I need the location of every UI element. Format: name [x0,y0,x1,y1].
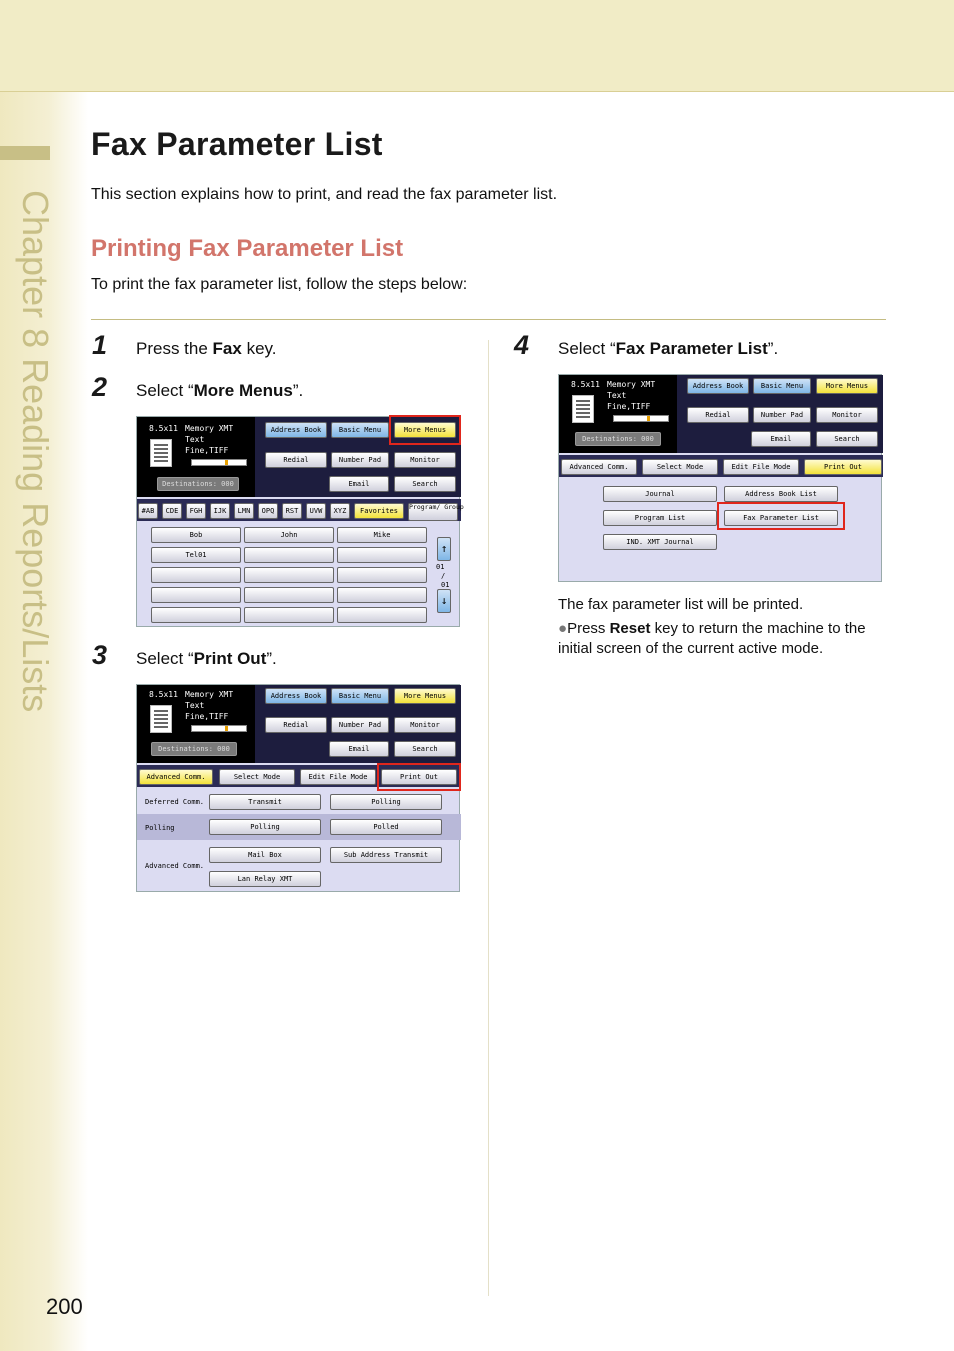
tab-uvw[interactable]: UVW [306,503,326,519]
contact-empty[interactable] [244,587,334,603]
contact-bob[interactable]: Bob [151,527,241,543]
text-mode: Text [185,701,205,710]
page-title: Fax Parameter List [91,126,383,162]
resolution: Fine,TIFF [185,712,229,721]
resolution: Fine,TIFF [185,446,229,455]
email-button[interactable]: Email [329,741,389,757]
section-intro: To print the fax parameter list, follow the steps below: [91,276,468,293]
paper-size: 8.5x11 [149,424,178,433]
intro-text: This section explains how to print, and read the fax parameter list. [91,186,558,203]
mail-box-button[interactable]: Mail Box [209,847,321,863]
polling-button[interactable]: Polling [209,819,321,835]
result-text: The fax parameter list will be printed. [558,596,804,613]
contact-empty[interactable] [244,607,334,623]
tab-advanced-comm[interactable]: Advanced Comm. [561,459,637,475]
number-pad-button[interactable]: Number Pad [753,407,811,423]
basic-menu-button[interactable]: Basic Menu [331,688,389,704]
tab-ijk[interactable]: IJK [210,503,230,519]
step-1-text: Press the Fax key. [136,339,277,358]
screen-print-out [136,684,460,892]
address-book-button[interactable]: Address Book [687,378,749,394]
tab-opq[interactable]: OPQ [258,503,278,519]
more-menus-button[interactable]: More Menus [394,688,456,704]
screen-more-menus [136,416,464,627]
step-number: 4 [514,330,530,360]
contrast-bar[interactable] [191,459,247,466]
tab-ab[interactable]: #AB [138,503,158,519]
journal-button[interactable]: Journal [603,486,717,502]
sub-address-transmit-button[interactable]: Sub Address Transmit [330,847,442,863]
section-title: Printing Fax Parameter List [91,235,404,262]
number-pad-button[interactable]: Number Pad [331,717,389,733]
redial-button[interactable]: Redial [265,452,327,468]
contact-mike[interactable]: Mike [337,527,427,543]
contact-empty[interactable] [337,587,427,603]
page-number: 200 [46,1294,83,1319]
monitor-button[interactable]: Monitor [816,407,878,423]
document-icon [150,705,172,733]
highlight-box [377,763,461,791]
step-2-text: Select “More Menus”. [136,381,304,400]
tab-print-out[interactable]: Print Out [381,769,457,785]
scroll-down-icon[interactable]: ↓ [437,589,451,613]
row-label-polling: Polling [145,824,175,832]
redial-button[interactable]: Redial [687,407,749,423]
tab-cde[interactable]: CDE [162,503,182,519]
header-band [0,0,954,92]
more-menus-button[interactable]: More Menus [816,378,878,394]
tab-favorites[interactable]: Favorites [354,503,404,519]
page-indicator-sep: / [441,572,446,580]
document-icon [572,395,594,423]
destinations-count: Destinations: 000 [575,432,661,446]
note-text: ●Press Reset key to return the machine to the initial screen of the current active mode. [558,620,866,657]
monitor-button[interactable]: Monitor [394,717,456,733]
tab-print-out[interactable]: Print Out [804,459,882,475]
destinations-count: Destinations: 000 [157,477,239,491]
contact-tel01[interactable]: Tel01 [151,547,241,563]
contact-empty[interactable] [337,547,427,563]
paper-size: 8.5x11 [149,690,178,699]
search-button[interactable]: Search [816,431,878,447]
destinations-count: Destinations: 000 [151,742,237,756]
contact-empty[interactable] [337,567,427,583]
step-3-text: Select “Print Out”. [136,649,277,668]
page-indicator-current: 01 [436,563,445,571]
contrast-bar[interactable] [191,725,247,732]
basic-menu-button[interactable]: Basic Menu [331,422,389,438]
resolution: Fine,TIFF [607,402,651,411]
basic-menu-button[interactable]: Basic Menu [753,378,811,394]
tab-select-mode[interactable]: Select Mode [219,769,295,785]
step-number: 1 [92,330,108,360]
address-book-button[interactable]: Address Book [265,422,327,438]
contact-empty[interactable] [151,567,241,583]
highlight-box [389,415,461,445]
monitor-button[interactable]: Monitor [394,452,456,468]
polling-button[interactable]: Polling [330,794,442,810]
status-panel [137,685,255,763]
bullet-icon: ● [558,620,568,637]
fax-parameter-list-button[interactable]: Fax Parameter List [724,510,838,526]
scroll-up-icon[interactable]: ↑ [437,537,451,561]
tab-lmn[interactable]: LMN [234,503,254,519]
tab-edit-file-mode[interactable]: Edit File Mode [723,459,799,475]
tab-fgh[interactable]: FGH [186,503,206,519]
program-list-button[interactable]: Program List [603,510,717,526]
lan-relay-xmt-button[interactable]: Lan Relay XMT [209,871,321,887]
number-pad-button[interactable]: Number Pad [331,452,389,468]
contact-john[interactable]: John [244,527,334,543]
step-4-text: Select “Fax Parameter List”. [558,339,779,358]
document-icon [150,439,172,467]
contact-empty[interactable] [244,547,334,563]
email-button[interactable]: Email [329,476,389,492]
search-button[interactable]: Search [394,476,456,492]
screen-print-list [558,374,882,582]
contact-empty[interactable] [151,587,241,603]
memory-xmt: Memory XMT [185,690,234,699]
more-menus-button[interactable]: More Menus [394,422,456,438]
tab-program-group[interactable]: Program/ Group [408,503,458,521]
memory-xmt: Memory XMT [607,380,656,389]
ind-xmt-journal-button[interactable]: IND. XMT Journal [603,534,717,550]
redial-button[interactable]: Redial [265,717,327,733]
tab-xyz[interactable]: XYZ [330,503,350,519]
step-number: 2 [92,372,108,402]
memory-xmt: Memory XMT [185,424,234,433]
contact-empty[interactable] [244,567,334,583]
row-label-advanced: Advanced Comm. [145,862,205,870]
polled-button[interactable]: Polled [330,819,442,835]
tab-rst[interactable]: RST [282,503,302,519]
paper-size: 8.5x11 [571,380,600,389]
status-panel [137,417,255,497]
column-divider [488,340,489,1296]
tab-advanced-comm[interactable]: Advanced Comm. [139,769,213,785]
text-mode: Text [185,435,205,444]
address-book-button[interactable]: Address Book [265,688,327,704]
tab-select-mode[interactable]: Select Mode [642,459,718,475]
contact-empty[interactable] [337,607,427,623]
contact-empty[interactable] [151,607,241,623]
email-button[interactable]: Email [751,431,811,447]
address-book-list-button[interactable]: Address Book List [724,486,838,502]
divider [91,319,886,320]
highlight-box [717,502,845,530]
row-label-deferred: Deferred Comm. [145,798,205,806]
chapter-tab [0,146,50,160]
contrast-bar[interactable] [613,415,669,422]
chapter-label: Chapter 8 Reading Reports/Lists [15,190,56,713]
page-indicator-total: 01 [441,581,450,589]
search-button[interactable]: Search [394,741,456,757]
tab-edit-file-mode[interactable]: Edit File Mode [300,769,376,785]
text-mode: Text [607,391,627,400]
transmit-button[interactable]: Transmit [209,794,321,810]
step-number: 3 [92,640,108,670]
status-panel [559,375,677,453]
